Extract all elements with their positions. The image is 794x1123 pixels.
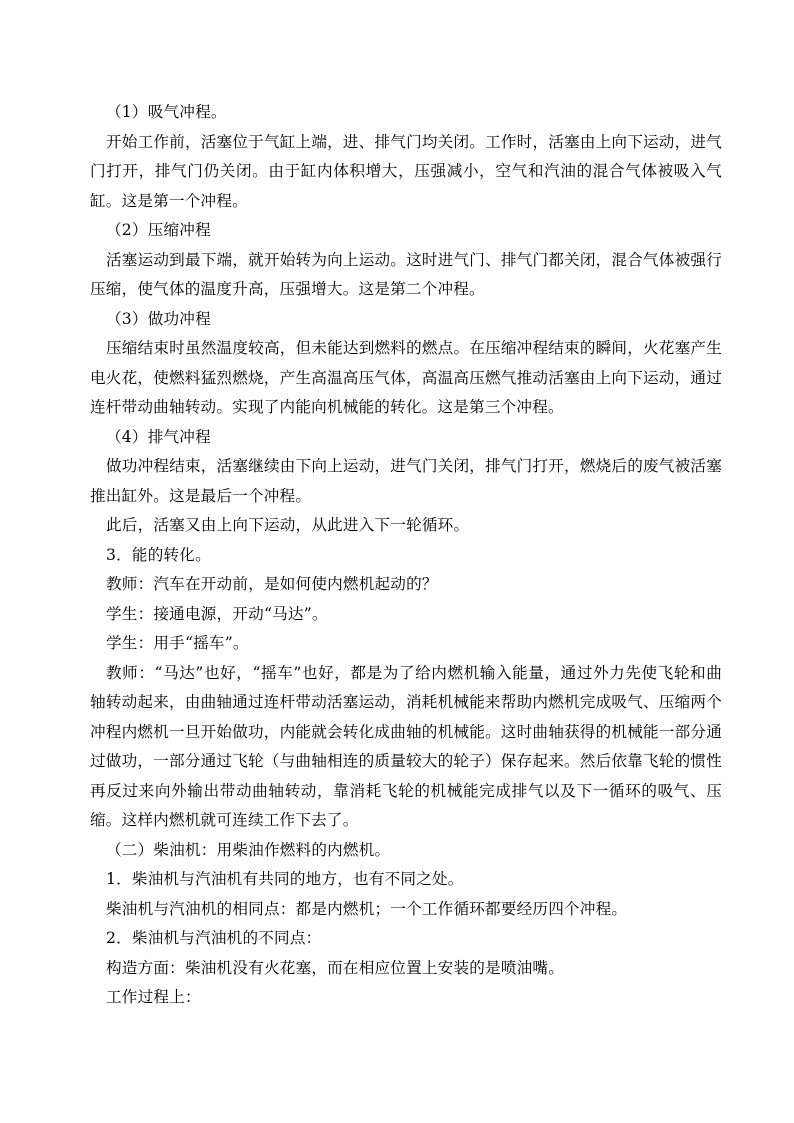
document-body — [90, 98, 722, 1013]
paragraph-next-cycle: 此后，活塞又由上向下运动，从此进入下一轮循环。 — [106, 516, 470, 534]
diesel-construction: 构造方面：柴油机没有火花塞，而在相应位置上安装的是喷油嘴。 — [106, 958, 565, 977]
diesel-working-process: 工作过程上： — [106, 988, 201, 1006]
heading-intake-stroke: （1）吸气冲程。 — [106, 103, 227, 121]
paragraph-compression-stroke: 活塞运动到最下端，就开始转为向上运动。这时进气门、排气门都关闭，混合气体被强行压缩，使气体的温度升高，压强增大。这是第二个冲程。 — [90, 250, 722, 298]
paragraph-exhaust-stroke: 做功冲程结束，活塞继续由下向上运动，进气门关闭，排气门打开，燃烧后的废气被活塞推出缸外。这是最后一个冲程。 — [90, 457, 722, 505]
heading-power-stroke: （3）做功冲程 — [106, 309, 211, 328]
student-answer-2: 学生：用手“摇车”。 — [106, 634, 249, 652]
heading-compression-stroke: （2）压缩冲程 — [106, 221, 211, 239]
diesel-point-2: 2．柴油机与汽油机的不同点： — [106, 929, 322, 947]
heading-diesel-engine: （二）柴油机：用柴油作燃料的内燃机。 — [106, 840, 391, 859]
teacher-explanation: 教师：“马达”也好，“摇车”也好，都是为了给内燃机输入能量，通过外力先使飞轮和曲轴转动起来，由曲轴通过连杆带动活塞运动，消耗机械能来帮助内燃机完成吸气、压缩两个冲程内燃机一旦开始做功，内能就会转化成曲轴的机械能。这时曲轴获得的机械能一部分通过做功，一部分通过飞轮（与曲轴相连的质量较大的轮子）保存起来。然后依靠飞轮的惯性再反过来向外输出带动曲轴转动，靠消耗飞轮的机械能完成排气以及下一循环的吸气、压缩。这样内燃机就可连续工作下去了。 — [90, 663, 722, 829]
heading-energy-conversion: 3．能的转化。 — [106, 545, 211, 564]
paragraph-intake-stroke: 开始工作前，活塞位于气缸上端，进、排气门均关闭。工作时，活塞由上向下运动，进气门打开，排气门仍关闭。由于缸内体积增大，压强减小，空气和汽油的混合气体被吸入气缸。这是第一个冲程。 — [90, 132, 722, 210]
heading-exhaust-stroke: （4）排气冲程 — [106, 427, 211, 446]
diesel-point-1: 1．柴油机与汽油机有共同的地方，也有不同之处。 — [106, 870, 464, 888]
diesel-similarities: 柴油机与汽油机的相同点：都是内燃机；一个工作循环都要经历四个冲程。 — [106, 899, 628, 918]
teacher-question: 教师：汽车在开动前，是如何使内燃机起动的？ — [106, 575, 438, 593]
paragraph-power-stroke: 压缩结束时虽然温度较高，但未能达到燃料的燃点。在压缩冲程结束的瞬间，火花塞产生电火花，使燃料猛烈燃烧，产生高温高压气体，高温高压燃气推动活塞由上向下运动，通过连杆带动曲轴转动。实现了内能向机械能的转化。这是第三个冲程。 — [90, 339, 722, 416]
student-answer-1: 学生：接通电源，开动“马达”。 — [106, 604, 328, 623]
